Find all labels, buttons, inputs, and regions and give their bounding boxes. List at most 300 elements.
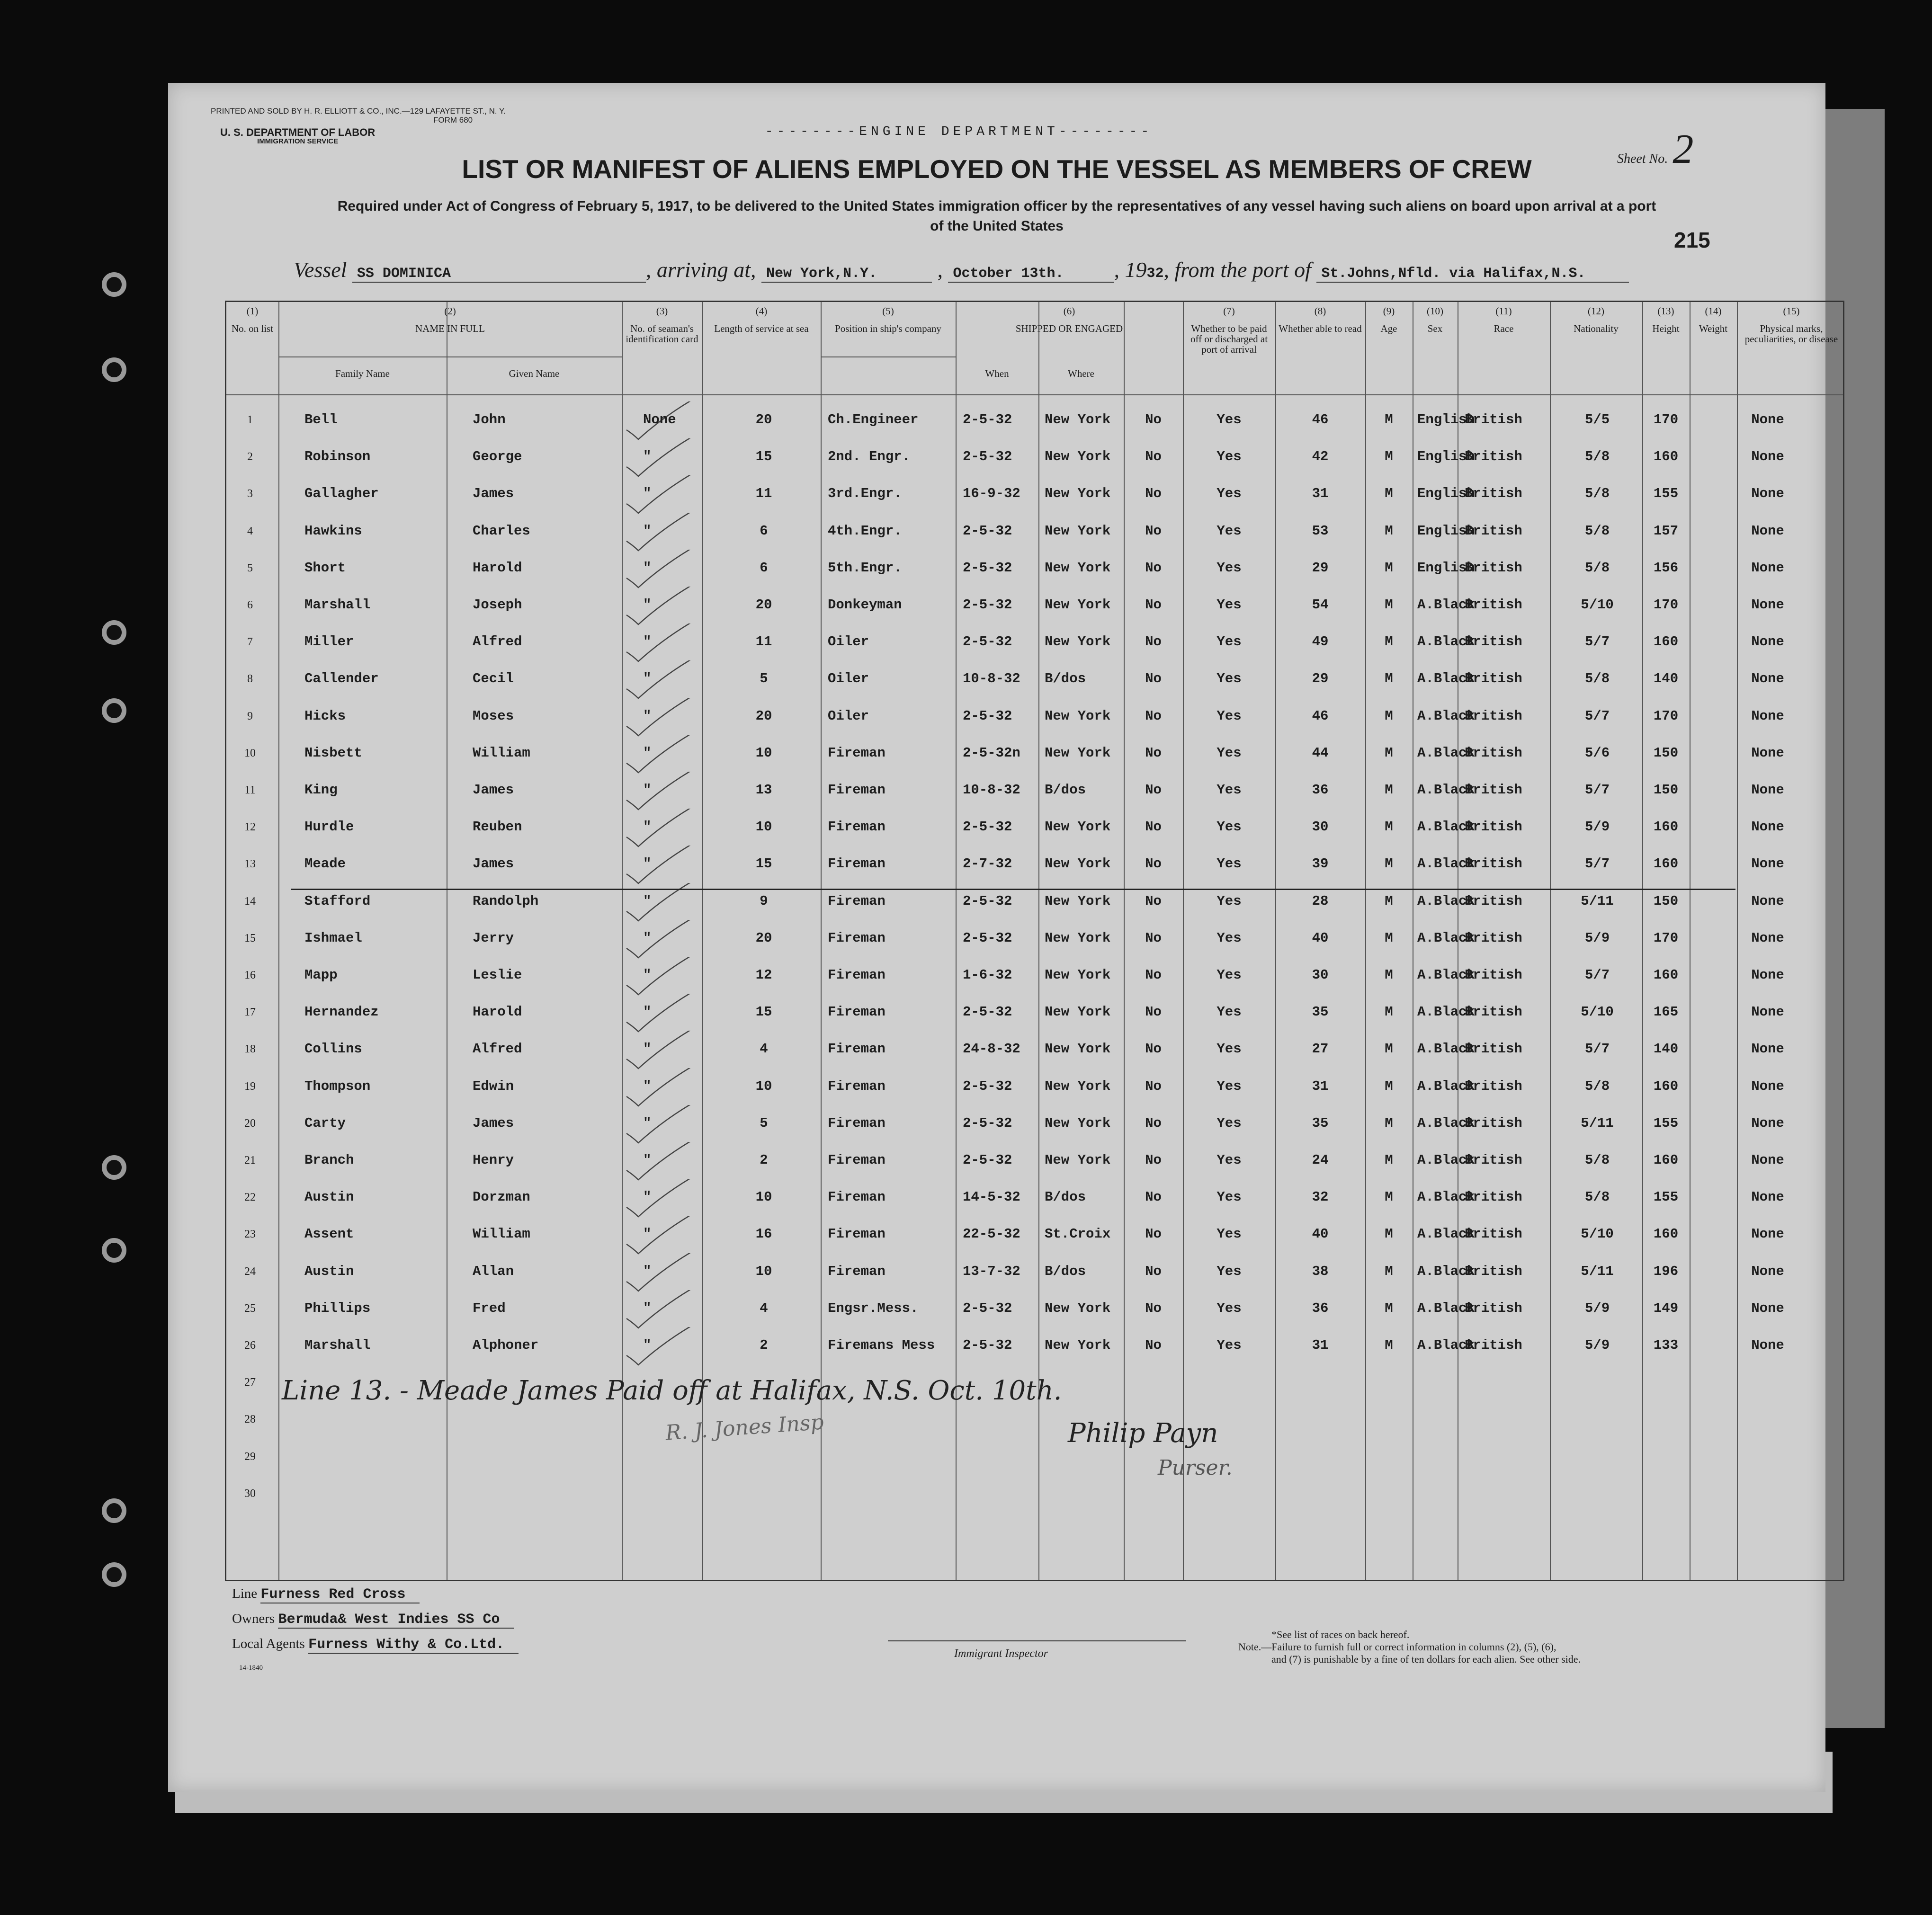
cell-position: Fireman bbox=[828, 967, 886, 983]
cell-family: Ishmael bbox=[304, 930, 362, 946]
column-number: (8) bbox=[1314, 305, 1326, 317]
cell-age: 30 bbox=[1312, 967, 1329, 983]
cell-when: 2-5-32n bbox=[963, 745, 1020, 761]
column-header: SHIPPED OR ENGAGED bbox=[1015, 323, 1123, 334]
check-mark-stroke bbox=[626, 994, 698, 1032]
cell-age: 44 bbox=[1312, 745, 1329, 761]
cell-race: A.Black bbox=[1417, 1189, 1475, 1205]
row-number: 12 bbox=[244, 821, 256, 834]
cell-weight: 150 bbox=[1653, 893, 1679, 909]
cell-when: 2-5-32 bbox=[963, 1300, 1012, 1316]
cell-nationality: British bbox=[1465, 1004, 1522, 1020]
check-mark-stroke bbox=[626, 735, 698, 773]
cell-paid: No bbox=[1145, 1115, 1162, 1131]
cell-given: Alphoner bbox=[473, 1337, 539, 1353]
row-number: 24 bbox=[244, 1265, 256, 1278]
check-mark-stroke bbox=[626, 772, 698, 810]
cell-service: 5 bbox=[760, 671, 768, 687]
cell-when: 2-5-32 bbox=[963, 597, 1012, 613]
check-mark-stroke bbox=[626, 513, 698, 551]
cell-race: A.Black bbox=[1417, 782, 1475, 798]
subtitle-line-1: Required under Act of Congress of February 5, 1917, to be delivered to the United States immigration officer by the representatives of any vessel having such aliens on board upon arrival at a port bbox=[337, 198, 1656, 214]
cell-weight: 160 bbox=[1653, 1152, 1679, 1168]
cell-service: 13 bbox=[755, 782, 772, 798]
punch-hole bbox=[102, 698, 126, 723]
cell-given: Edwin bbox=[473, 1078, 514, 1094]
cell-read: Yes bbox=[1216, 449, 1242, 465]
column-header: No. of seaman's identification card bbox=[626, 323, 698, 345]
cell-height: 5/10 bbox=[1581, 1226, 1614, 1242]
cell-family: Austin bbox=[304, 1189, 354, 1205]
page-title: LIST OR MANIFEST OF ALIENS EMPLOYED ON THE VESSEL AS MEMBERS OF CREW bbox=[462, 154, 1532, 184]
cell-nationality: British bbox=[1465, 634, 1522, 650]
cell-weight: 160 bbox=[1653, 634, 1679, 650]
cell-sex: M bbox=[1385, 1041, 1393, 1057]
column-header: Position in ship's company bbox=[835, 323, 941, 334]
cell-paid: No bbox=[1145, 1041, 1162, 1057]
row-number: 6 bbox=[247, 599, 253, 611]
cell-height: 5/8 bbox=[1584, 671, 1610, 687]
cell-where: New York bbox=[1045, 1004, 1111, 1020]
cell-paid: No bbox=[1145, 671, 1162, 687]
cell-sex: M bbox=[1385, 1263, 1393, 1279]
cell-weight: 160 bbox=[1653, 1226, 1679, 1242]
row-number: 15 bbox=[244, 932, 256, 944]
row-number: 5 bbox=[247, 561, 253, 574]
cell-sex: M bbox=[1385, 1152, 1393, 1168]
column-subheader: Where bbox=[1068, 368, 1094, 379]
cell-age: 53 bbox=[1312, 523, 1329, 539]
cell-given: Randolph bbox=[473, 893, 539, 909]
cell-position: Fireman bbox=[828, 782, 886, 798]
cell-when: 2-5-32 bbox=[963, 449, 1012, 465]
cell-nationality: British bbox=[1465, 782, 1522, 798]
cell-where: New York bbox=[1045, 893, 1111, 909]
footer-owners bbox=[232, 1611, 514, 1628]
cell-race: A.Black bbox=[1417, 634, 1475, 650]
cell-read: Yes bbox=[1216, 412, 1242, 428]
cell-paid: No bbox=[1145, 486, 1162, 502]
cell-read: Yes bbox=[1216, 856, 1242, 872]
cell-card: " bbox=[643, 560, 652, 576]
form-number: FORM 680 bbox=[433, 116, 473, 125]
cell-paid: No bbox=[1145, 967, 1162, 983]
port-label: , from the port of bbox=[1163, 258, 1311, 282]
cell-marks: None bbox=[1751, 523, 1784, 539]
cell-where: New York bbox=[1045, 819, 1111, 835]
cell-position: Donkeyman bbox=[828, 597, 902, 613]
cell-marks: None bbox=[1751, 560, 1784, 576]
row-number: 30 bbox=[244, 1487, 256, 1500]
cell-nationality: British bbox=[1465, 893, 1522, 909]
cell-family: Nisbett bbox=[304, 745, 362, 761]
cell-marks: None bbox=[1751, 1004, 1784, 1020]
column-number: (3) bbox=[656, 305, 668, 317]
column-header: No. on list bbox=[231, 323, 274, 334]
cell-height: 5/11 bbox=[1581, 1115, 1614, 1131]
inspector-signature-line bbox=[888, 1640, 1186, 1641]
cell-age: 27 bbox=[1312, 1041, 1329, 1057]
cell-read: Yes bbox=[1216, 671, 1242, 687]
cell-height: 5/7 bbox=[1584, 967, 1610, 983]
cell-age: 28 bbox=[1312, 893, 1329, 909]
check-mark bbox=[622, 920, 702, 962]
row-number: 27 bbox=[244, 1376, 256, 1389]
check-mark bbox=[622, 660, 702, 703]
cell-where: New York bbox=[1045, 745, 1111, 761]
cell-nationality: British bbox=[1465, 560, 1522, 576]
check-mark bbox=[622, 1105, 702, 1148]
cell-sex: M bbox=[1385, 412, 1393, 428]
cell-family: Gallagher bbox=[304, 486, 379, 502]
cell-marks: None bbox=[1751, 967, 1784, 983]
cell-where: New York bbox=[1045, 708, 1111, 724]
cell-when: 2-5-32 bbox=[963, 1337, 1012, 1353]
cell-read: Yes bbox=[1216, 745, 1242, 761]
check-mark bbox=[622, 846, 702, 888]
cell-height: 5/9 bbox=[1584, 1300, 1610, 1316]
cell-read: Yes bbox=[1216, 1004, 1242, 1020]
cell-given: Charles bbox=[473, 523, 530, 539]
cell-weight: 149 bbox=[1653, 1300, 1679, 1316]
vessel-label: Vessel bbox=[294, 258, 347, 282]
cell-position: Fireman bbox=[828, 745, 886, 761]
agents-value: Furness Withy & Co.Ltd. bbox=[308, 1637, 519, 1654]
cell-sex: M bbox=[1385, 1337, 1393, 1353]
cell-given: Alfred bbox=[473, 634, 522, 650]
cell-paid: No bbox=[1145, 597, 1162, 613]
column-header: Weight bbox=[1699, 323, 1728, 334]
check-mark bbox=[622, 438, 702, 481]
cell-marks: None bbox=[1751, 1041, 1784, 1057]
cell-nationality: British bbox=[1465, 1226, 1522, 1242]
printer-text: PRINTED AND SOLD BY H. R. ELLIOTT & CO., INC.—129 LAFAYETTE ST., N. Y. bbox=[211, 107, 506, 116]
cell-weight: 160 bbox=[1653, 1078, 1679, 1094]
cell-family: Miller bbox=[304, 634, 354, 650]
cell-marks: None bbox=[1751, 856, 1784, 872]
column-header: Whether able to read bbox=[1279, 323, 1362, 334]
row-number: 26 bbox=[244, 1339, 256, 1352]
column-number: (6) bbox=[1063, 305, 1075, 317]
cell-weight: 150 bbox=[1653, 745, 1679, 761]
check-mark bbox=[622, 1068, 702, 1111]
cell-read: Yes bbox=[1216, 708, 1242, 724]
cell-when: 2-5-32 bbox=[963, 708, 1012, 724]
cell-race: English bbox=[1417, 412, 1475, 428]
check-mark-stroke bbox=[626, 846, 698, 883]
cell-paid: No bbox=[1145, 634, 1162, 650]
column-header: Height bbox=[1652, 323, 1680, 334]
cell-sex: M bbox=[1385, 930, 1393, 946]
legal-note-2: Note.—Failure to furnish full or correct information in columns (2), (5), (6), bbox=[1238, 1641, 1556, 1653]
cell-race: A.Black bbox=[1417, 856, 1475, 872]
cell-where: New York bbox=[1045, 1300, 1111, 1316]
cell-height: 5/7 bbox=[1584, 1041, 1610, 1057]
form-code: 14-1840 bbox=[239, 1664, 263, 1672]
row-number: 20 bbox=[244, 1117, 256, 1130]
cell-sex: M bbox=[1385, 1189, 1393, 1205]
check-mark bbox=[622, 809, 702, 851]
check-mark-stroke bbox=[626, 623, 698, 661]
cell-marks: None bbox=[1751, 1078, 1784, 1094]
cell-position: Fireman bbox=[828, 1189, 886, 1205]
row-number: 21 bbox=[244, 1154, 256, 1167]
cell-weight: 170 bbox=[1653, 708, 1679, 724]
footer-agents bbox=[232, 1636, 519, 1653]
cell-service: 20 bbox=[755, 708, 772, 724]
cell-where: New York bbox=[1045, 1078, 1111, 1094]
cell-given: Reuben bbox=[473, 819, 522, 835]
check-mark-stroke bbox=[626, 698, 698, 736]
cell-position: Fireman bbox=[828, 819, 886, 835]
cell-read: Yes bbox=[1216, 597, 1242, 613]
cell-age: 36 bbox=[1312, 782, 1329, 798]
cell-paid: No bbox=[1145, 1337, 1162, 1353]
cell-age: 29 bbox=[1312, 560, 1329, 576]
cell-age: 54 bbox=[1312, 597, 1329, 613]
row-number: 11 bbox=[244, 784, 256, 796]
cell-marks: None bbox=[1751, 930, 1784, 946]
cell-when: 2-5-32 bbox=[963, 1152, 1012, 1168]
cell-race: English bbox=[1417, 449, 1475, 465]
cell-sex: M bbox=[1385, 856, 1393, 872]
cell-position: Engsr.Mess. bbox=[828, 1300, 919, 1316]
header-divider bbox=[226, 394, 1843, 395]
cell-race: A.Black bbox=[1417, 597, 1475, 613]
row-number: 22 bbox=[244, 1191, 256, 1204]
cell-marks: None bbox=[1751, 597, 1784, 613]
cell-nationality: British bbox=[1465, 819, 1522, 835]
arrival-date: October 13th. bbox=[948, 266, 1114, 283]
cell-card: " bbox=[643, 1004, 652, 1020]
column-number: (15) bbox=[1783, 305, 1800, 317]
cell-when: 2-5-32 bbox=[963, 819, 1012, 835]
cell-paid: No bbox=[1145, 708, 1162, 724]
cell-paid: No bbox=[1145, 1189, 1162, 1205]
cell-when: 2-5-32 bbox=[963, 523, 1012, 539]
column-header: Physical marks, peculiarities, or disease bbox=[1744, 323, 1838, 345]
cell-race: A.Black bbox=[1417, 1226, 1475, 1242]
cell-marks: None bbox=[1751, 1152, 1784, 1168]
cell-card: " bbox=[643, 1263, 652, 1279]
cell-family: King bbox=[304, 782, 338, 798]
cell-where: New York bbox=[1045, 523, 1111, 539]
cell-card: " bbox=[643, 745, 652, 761]
punch-hole bbox=[102, 357, 126, 382]
column-header: Nationality bbox=[1574, 323, 1619, 334]
check-mark bbox=[622, 513, 702, 555]
cell-nationality: British bbox=[1465, 1300, 1522, 1316]
cell-family: Assent bbox=[304, 1226, 354, 1242]
cell-age: 30 bbox=[1312, 819, 1329, 835]
cell-height: 5/11 bbox=[1581, 893, 1614, 909]
cell-marks: None bbox=[1751, 782, 1784, 798]
row-13-strikethrough bbox=[291, 889, 1735, 890]
cell-race: English bbox=[1417, 486, 1475, 502]
check-mark-stroke bbox=[626, 957, 698, 995]
line-value: Furness Red Cross bbox=[260, 1586, 420, 1603]
cell-race: A.Black bbox=[1417, 1078, 1475, 1094]
arriving-label: , arriving at, bbox=[645, 258, 756, 282]
cell-card: " bbox=[643, 1078, 652, 1094]
cell-weight: 150 bbox=[1653, 782, 1679, 798]
cell-age: 36 bbox=[1312, 1300, 1329, 1316]
column-subheader: Family Name bbox=[335, 368, 390, 379]
check-mark bbox=[622, 1327, 702, 1370]
cell-read: Yes bbox=[1216, 486, 1242, 502]
cell-nationality: British bbox=[1465, 1115, 1522, 1131]
row-number: 10 bbox=[244, 747, 256, 759]
cell-family: Marshall bbox=[304, 597, 371, 613]
cell-paid: No bbox=[1145, 856, 1162, 872]
cell-weight: 155 bbox=[1653, 1115, 1679, 1131]
cell-weight: 155 bbox=[1653, 486, 1679, 502]
cell-paid: No bbox=[1145, 1226, 1162, 1242]
cell-read: Yes bbox=[1216, 1189, 1242, 1205]
cell-weight: 170 bbox=[1653, 412, 1679, 428]
cell-given: George bbox=[473, 449, 522, 465]
check-mark bbox=[622, 623, 702, 666]
column-number: (14) bbox=[1705, 305, 1722, 317]
cell-read: Yes bbox=[1216, 782, 1242, 798]
check-mark bbox=[622, 475, 702, 518]
check-mark-stroke bbox=[626, 1142, 698, 1180]
cell-sex: M bbox=[1385, 967, 1393, 983]
cell-race: A.Black bbox=[1417, 819, 1475, 835]
check-mark-stroke bbox=[626, 1068, 698, 1106]
cell-height: 5/9 bbox=[1584, 1337, 1610, 1353]
cell-given: Cecil bbox=[473, 671, 514, 687]
cell-service: 16 bbox=[755, 1226, 772, 1242]
cell-marks: None bbox=[1751, 486, 1784, 502]
legal-note-1: *See list of races on back hereof. bbox=[1271, 1629, 1410, 1640]
cell-family: Mapp bbox=[304, 967, 338, 983]
cell-position: Fireman bbox=[828, 1263, 886, 1279]
cell-family: Bell bbox=[304, 412, 338, 428]
cell-race: A.Black bbox=[1417, 1152, 1475, 1168]
cell-position: 2nd. Engr. bbox=[828, 449, 911, 465]
cell-position: Fireman bbox=[828, 1115, 886, 1131]
cell-nationality: British bbox=[1465, 1263, 1522, 1279]
cell-race: A.Black bbox=[1417, 1115, 1475, 1131]
cell-service: 20 bbox=[755, 597, 772, 613]
cell-weight: 133 bbox=[1653, 1337, 1679, 1353]
sheet-number-label: Sheet No. bbox=[1617, 151, 1668, 166]
row-number: 1 bbox=[247, 414, 253, 426]
cell-service: 10 bbox=[755, 1078, 772, 1094]
cell-marks: None bbox=[1751, 1337, 1784, 1353]
cell-nationality: British bbox=[1465, 486, 1522, 502]
cell-given: Moses bbox=[473, 708, 514, 724]
column-number: (9) bbox=[1383, 305, 1395, 317]
cell-age: 35 bbox=[1312, 1115, 1329, 1131]
cell-weight: 170 bbox=[1653, 597, 1679, 613]
cell-family: Hicks bbox=[304, 708, 346, 724]
cell-position: Oiler bbox=[828, 634, 869, 650]
cell-position: Fireman bbox=[828, 1078, 886, 1094]
cell-nationality: British bbox=[1465, 1078, 1522, 1094]
cell-position: Ch.Engineer bbox=[828, 412, 919, 428]
check-mark-stroke bbox=[626, 920, 698, 958]
cell-read: Yes bbox=[1216, 523, 1242, 539]
cell-sex: M bbox=[1385, 634, 1393, 650]
cell-service: 12 bbox=[755, 967, 772, 983]
cell-nationality: British bbox=[1465, 523, 1522, 539]
column-number: (11) bbox=[1495, 305, 1512, 317]
inspector-initials: R. J. Jones Insp bbox=[664, 1410, 825, 1445]
agents-label: Local Agents bbox=[232, 1636, 305, 1651]
cell-read: Yes bbox=[1216, 1300, 1242, 1316]
purser-signature: Philip Payn bbox=[1068, 1418, 1218, 1449]
cell-given: Allan bbox=[473, 1263, 514, 1279]
cell-race: A.Black bbox=[1417, 671, 1475, 687]
cell-height: 5/5 bbox=[1584, 412, 1610, 428]
cell-when: 2-7-32 bbox=[963, 856, 1012, 872]
cell-age: 46 bbox=[1312, 708, 1329, 724]
cell-weight: 170 bbox=[1653, 930, 1679, 946]
cell-given: William bbox=[473, 1226, 530, 1242]
cell-card: " bbox=[643, 819, 652, 835]
cell-read: Yes bbox=[1216, 930, 1242, 946]
cell-family: Carty bbox=[304, 1115, 346, 1131]
cell-marks: None bbox=[1751, 819, 1784, 835]
cell-card: " bbox=[643, 782, 652, 798]
cell-given: James bbox=[473, 856, 514, 872]
punch-hole bbox=[102, 1498, 126, 1523]
cell-card: " bbox=[643, 523, 652, 539]
cell-weight: 157 bbox=[1653, 523, 1679, 539]
cell-given: Dorzman bbox=[473, 1189, 530, 1205]
column-header: Race bbox=[1494, 323, 1514, 334]
cell-card: " bbox=[643, 449, 652, 465]
check-mark-stroke bbox=[626, 587, 698, 624]
cell-race: A.Black bbox=[1417, 1004, 1475, 1020]
row-number: 9 bbox=[247, 710, 253, 722]
check-mark bbox=[622, 1290, 702, 1333]
cell-where: New York bbox=[1045, 560, 1111, 576]
cell-sex: M bbox=[1385, 523, 1393, 539]
cell-card: " bbox=[643, 1041, 652, 1057]
column-divider bbox=[278, 302, 279, 1580]
cell-nationality: British bbox=[1465, 671, 1522, 687]
cell-card: " bbox=[643, 930, 652, 946]
check-mark bbox=[622, 772, 702, 814]
cell-card: " bbox=[643, 597, 652, 613]
cell-service: 9 bbox=[760, 893, 768, 909]
cell-age: 24 bbox=[1312, 1152, 1329, 1168]
cell-marks: None bbox=[1751, 1115, 1784, 1131]
column-subheader: When bbox=[985, 368, 1009, 379]
page-number: 215 bbox=[1674, 228, 1710, 252]
cell-family: Thompson bbox=[304, 1078, 371, 1094]
cell-given: Harold bbox=[473, 560, 522, 576]
column-number: (2) bbox=[444, 305, 456, 317]
row-number: 28 bbox=[244, 1413, 256, 1426]
cell-service: 15 bbox=[755, 1004, 772, 1020]
cell-service: 15 bbox=[755, 856, 772, 872]
cell-read: Yes bbox=[1216, 1115, 1242, 1131]
cell-read: Yes bbox=[1216, 967, 1242, 983]
cell-family: Branch bbox=[304, 1152, 354, 1168]
year-prefix: , 19 bbox=[1114, 258, 1147, 282]
cell-where: New York bbox=[1045, 856, 1111, 872]
check-mark-stroke bbox=[626, 550, 698, 588]
cell-paid: No bbox=[1145, 1300, 1162, 1316]
cell-race: A.Black bbox=[1417, 708, 1475, 724]
cell-marks: None bbox=[1751, 412, 1784, 428]
cell-read: Yes bbox=[1216, 1337, 1242, 1353]
cell-when: 2-5-32 bbox=[963, 1078, 1012, 1094]
